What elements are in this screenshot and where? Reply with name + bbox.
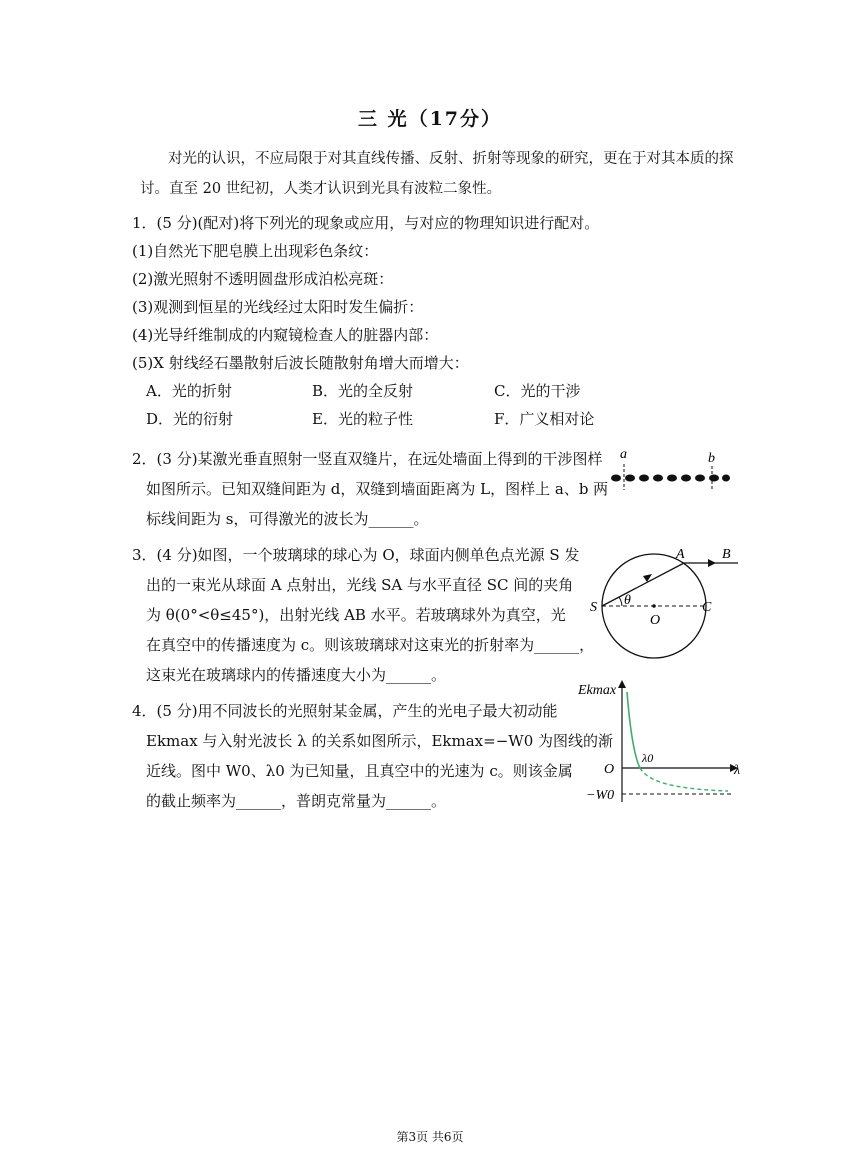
y-axis-label: Ekmax xyxy=(578,683,617,698)
center-point xyxy=(652,604,656,608)
q3-line-2: 出的一束光从球面 A 点射出，光线 SA 与水平直径 SC 间的夹角 xyxy=(146,576,574,594)
q1-item-4: (4)光导纤维制成的内窥镜检查人的脏器内部： xyxy=(132,326,439,344)
ray-ab-arrow xyxy=(708,559,716,567)
label-a: a xyxy=(620,447,627,462)
fringe xyxy=(639,475,649,482)
q3-line-1: 3．(4 分)如图，一个玻璃球的球心为 O，球面内侧单色点光源 S 发 xyxy=(132,546,580,564)
fringe xyxy=(681,475,691,482)
q2-line-2: 如图所示。已知双缝间距为 d，双缝到墙面距离为 L，图样上 a、b 两 xyxy=(146,480,609,498)
curve-solid xyxy=(627,692,640,768)
curve-dashed xyxy=(640,768,728,791)
interference-pattern-figure xyxy=(606,444,736,494)
section-title: 三 光（17分） xyxy=(357,108,503,130)
q1-option-d: D．光的衍射 xyxy=(146,410,234,428)
lambda0-label: λ0 xyxy=(642,751,654,765)
label-theta: θ xyxy=(624,593,631,608)
ray-sa xyxy=(602,563,684,606)
q1-option-b: B．光的全反射 xyxy=(312,382,414,400)
page-footer: 第3页 共6页 xyxy=(396,1130,464,1144)
q4-line-1: 4．(5 分)用不同波长的光照射某金属，产生的光电子最大初动能 xyxy=(132,702,558,720)
q1-item-3: (3)观测到恒星的光线经过太阳时发生偏折： xyxy=(132,298,424,316)
q3-line-4: 在真空中的传播速度为 c。则该玻璃球对这束光的折射率为______， xyxy=(146,636,595,654)
fringe xyxy=(653,475,663,482)
x-axis-label: λ xyxy=(734,763,741,778)
section-intro: 对光的认识，不应局限于对其直线传播、反射、折射等现象的研究，更在于对其本质的探讨。直至 20 世纪初，人类才认识到光具有波粒二象性。 xyxy=(140,151,734,197)
label-A: A xyxy=(676,547,685,562)
q1-item-2: (2)激光照射不透明圆盘形成泊松亮斑： xyxy=(132,270,394,288)
q2-line-1: 2．(3 分)某激光垂直照射一竖直双缝片，在远处墙面上得到的干涉图样 xyxy=(132,450,603,468)
q3-line-5: 这束光在玻璃球内的传播速度大小为______。 xyxy=(146,666,447,684)
q2-line-3: 标线间距为 s，可得激光的波长为______。 xyxy=(146,510,429,528)
fringe xyxy=(625,475,635,482)
q3-line-3: 为 θ(0°<θ≤45°)，出射光线 AB 水平。若玻璃球外为真空，光 xyxy=(146,606,566,624)
ekmax-lambda-graph xyxy=(574,674,744,810)
q1-option-a: A．光的折射 xyxy=(146,382,232,400)
origin-label: O xyxy=(604,762,615,777)
label-B: B xyxy=(722,547,731,562)
fringe xyxy=(667,475,677,482)
minus-w0-label: −W0 xyxy=(586,788,615,803)
label-O: O xyxy=(650,613,661,628)
fringe xyxy=(722,475,730,482)
q1-option-f: F．广义相对论 xyxy=(494,410,595,428)
q1-item-1: (1)自然光下肥皂膜上出现彩色条纹： xyxy=(132,242,379,260)
fringe xyxy=(709,475,719,482)
q1-stem: 1．(5 分)(配对)将下列光的现象或应用，与对应的物理知识进行配对。 xyxy=(132,214,600,232)
q1-option-c: C．光的干涉 xyxy=(494,382,581,400)
fringe xyxy=(611,475,621,482)
angle-arc xyxy=(619,597,622,606)
label-b: b xyxy=(708,451,715,466)
q4-line-4: 的截止频率为______，普朗克常量为______。 xyxy=(146,792,447,810)
q1-option-e: E．光的粒子性 xyxy=(312,410,413,428)
q4-line-3: 近线。图中 W0、λ0 为已知量，且真空中的光速为 c。则该金属 xyxy=(146,762,573,780)
label-C: C xyxy=(702,600,712,615)
label-S: S xyxy=(590,600,597,615)
glass-sphere-figure xyxy=(588,538,748,674)
fringe xyxy=(695,475,705,482)
y-axis-arrow xyxy=(618,680,626,688)
q1-item-5: (5)X 射线经石墨散射后波长随散射角增大而增大： xyxy=(132,354,469,372)
q4-line-2: Ekmax 与入射光波长 λ 的关系如图所示，Ekmax=−W0 为图线的渐 xyxy=(146,732,614,750)
